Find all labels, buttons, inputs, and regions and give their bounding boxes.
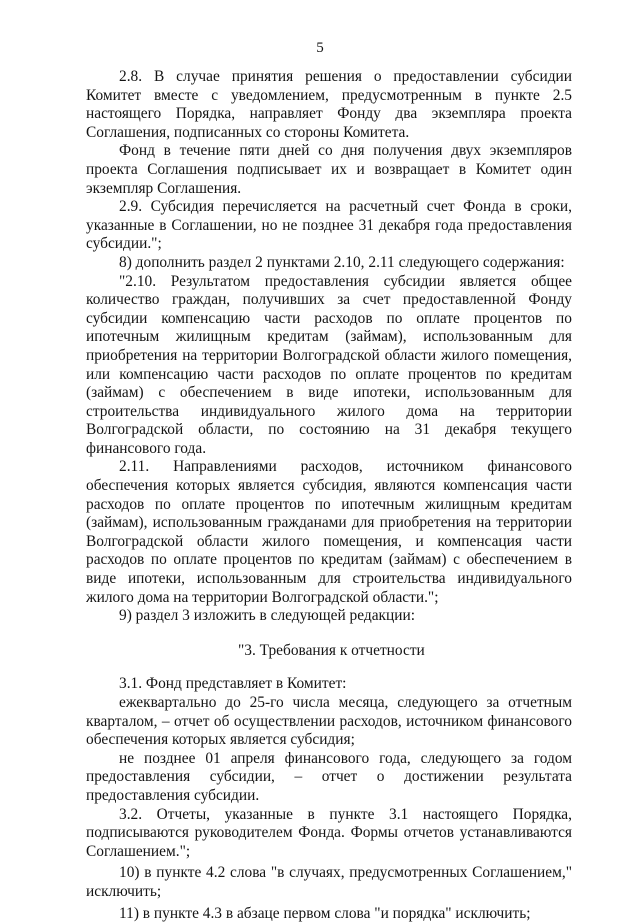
paragraph-fund-signing: Фонд в течение пяти дней со дня получения двух экземпляров проекта Соглашения подписывает их и возвращает в Комитет один экземпляр Соглашения. (86, 142, 572, 197)
paragraph-2-8: 2.8. В случае принятия решения о предоставлении субсидии Комитет вместе с уведомлением, предусмотренным в пункте 2.5 настоящего Порядка, направляет Фонду два экземпляра проекта Соглашения, подписанных со стороны Комитета. (86, 68, 572, 141)
paragraph-item-8: 8) дополнить раздел 2 пунктами 2.10, 2.11 следующего содержания: (119, 253, 565, 271)
paragraph-3-1: 3.1. Фонд представляет в Комитет: (119, 675, 347, 693)
paragraph-2-10: "2.10. Результатом предоставления субсидии является общее количество граждан, получивших за счет предоставленной Фонду субсидии компенсацию части расходов по оплате процентов по ипотечным жилищным кредитам (займам), использованным для приобретения на территории Волгоградской области жилого помещения, или компенсацию части расходов по оплате процентов по кредитам (займам) с обеспечением в виде ипотеки, использованным для строительства индивидуального жилого дома на территории Волгоградской области, по состоянию на 31 декабря текущего финансового года. (86, 272, 572, 457)
paragraph-item-11: 11) в пункте 4.3 в абзаце первом слова "и порядка" исключить; (119, 904, 531, 922)
paragraph-2-9: 2.9. Субсидия перечисляется на расчетный счет Фонда в сроки, указанные в Соглашении, но не позднее 31 декабря года предоставления субсидии."; (86, 198, 572, 253)
section-heading: "3. Требования к отчетности (238, 641, 425, 659)
paragraph-item-9: 9) раздел 3 изложить в следующей редакции: (119, 607, 415, 625)
paragraph-quarterly-report: ежеквартально до 25-го числа месяца, следующего за отчетным кварталом, – отчет об осуществлении расходов, источником финансового обеспечения которых является субсидия; (86, 694, 572, 749)
paragraph-3-2: 3.2. Отчеты, указанные в пункте 3.1 настоящего Порядка, подписываются руководителем Фонда. Формы отчетов устанавливаются Соглашением."; (86, 805, 572, 860)
paragraph-item-10: 10) в пункте 4.2 слова "в случаях, предусмотренных Соглашением," исключить; (86, 864, 572, 900)
document-body (86, 68, 572, 923)
page-number: 5 (316, 40, 324, 56)
paragraph-2-11: 2.11. Направлениями расходов, источником финансового обеспечения которых является субсидия, являются компенсация части расходов по оплате процентов по ипотечным жилищным кредитам (займам), использованным гражданами для приобретения на территории Волгоградской области жилого помещения, и компенсация части расходов по оплате процентов по кредитам (займам) с обеспечением в виде ипотеки, использованным для строительства индивидуального жилого дома на территории Волгоградской области."; (86, 458, 572, 606)
paragraph-annual-report: не позднее 01 апреля финансового года, следующего за годом предоставления субсидии, – отчет о достижении результата предоставления субсидии. (86, 749, 572, 804)
